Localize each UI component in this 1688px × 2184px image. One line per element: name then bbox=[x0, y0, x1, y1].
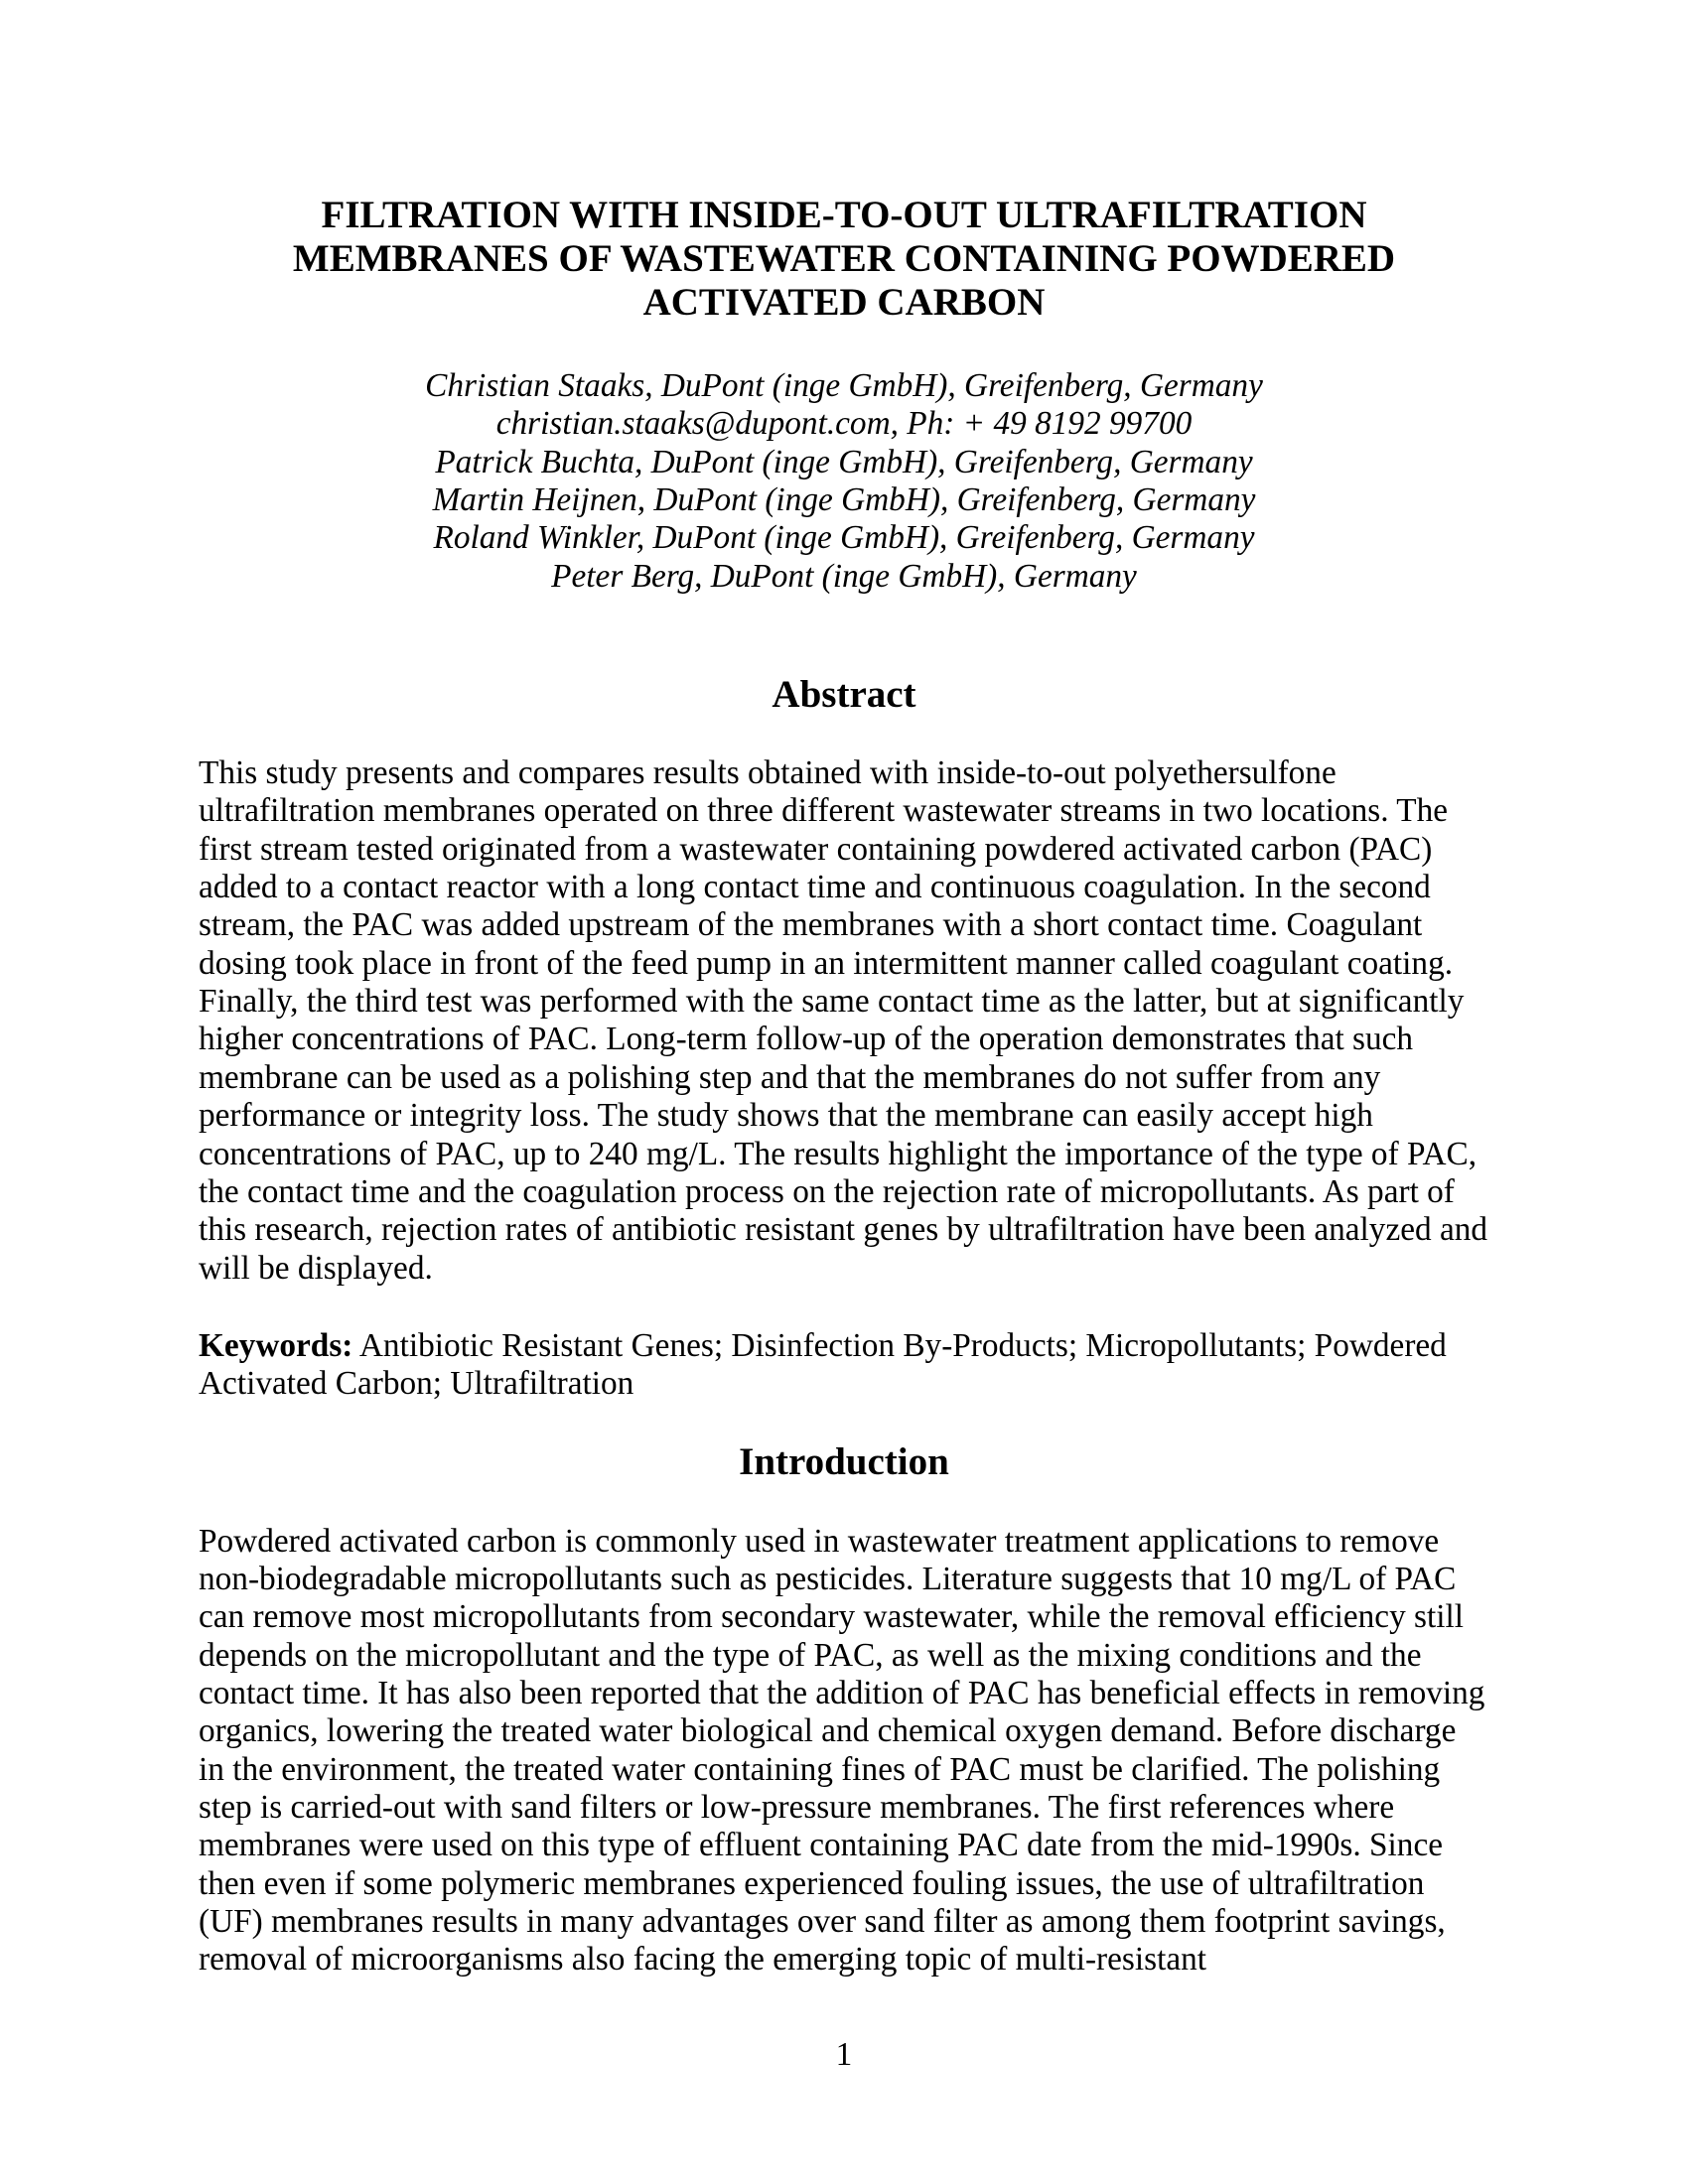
author-line-2: Patrick Buchta, DuPont (inge GmbH), Greifenberg, Germany bbox=[435, 443, 1253, 480]
author-block bbox=[199, 367, 1489, 596]
introduction-paragraph: Powdered activated carbon is commonly used in wastewater treatment applications to remove non-biodegradable micropollutants such as pesticides. Literature suggests that 10 mg/L of PAC can remove most micropollutants from secondary wastewater, while the removal efficiency still depends on the micropollutant and the type of PAC, as well as the mixing conditions and the contact time. It has also been reported that the addition of PAC has beneficial effects in removing organics, lowering the treated water biological and chemical oxygen demand. Before discharge in the environment, the treated water containing fines of PAC must be clarified. The polishing step is carried-out with sand filters or low-pressure membranes. The first references where membranes were used on this type of effluent containing PAC date from the mid-1990s. Since then even if some polymeric membranes experienced fouling issues, the use of ultrafiltration (UF) membranes results in many advantages over sand filter as among them footprint savings, removal of microorganisms also facing the emerging topic of multi-resistant bbox=[199, 1522, 1485, 1979]
abstract-paragraph: This study presents and compares results obtained with inside-to-out polyethersulfone ultrafiltration membranes operated on three different wastewater streams in two locations. The first stream tested originated from a wastewater containing powdered activated carbon (PAC) added to a contact reactor with a long contact time and continuous coagulation. In the second stream, the PAC was added upstream of the membranes with a short contact time. Coagulant dosing took place in front of the feed pump in an intermittent manner called coagulant coating. Finally, the third test was performed with the same contact time as the latter, but at significantly higher concentrations of PAC. Long-term follow-up of the operation demonstrates that such membrane can be used as a polishing step and that the membranes do not suffer from any performance or integrity loss. The study shows that the membrane can easily accept high concentrations of PAC, up to 240 mg/L. The results highlight the importance of the type of PAC, the contact time and the coagulation process on the rejection rate of micropollutants. As part of this research, rejection rates of antibiotic resistant genes by ultrafiltration have been analyzed and will be displayed. bbox=[199, 754, 1488, 1287]
page-number: 1 bbox=[835, 2035, 853, 2073]
introduction-heading: Introduction bbox=[739, 1439, 949, 1483]
paper-title bbox=[199, 0, 1489, 325]
abstract-heading: Abstract bbox=[772, 673, 916, 717]
title-line-2: MEMBRANES OF WASTEWATER CONTAINING POWDERED bbox=[292, 237, 1396, 280]
author-line-5: Peter Berg, DuPont (inge GmbH), Germany bbox=[551, 557, 1137, 595]
author-contact-line: christian.staaks@dupont.com, Ph: + 49 8192 99700 bbox=[495, 405, 1193, 443]
title-line-1: FILTRATION WITH INSIDE-TO-OUT ULTRAFILTRATION bbox=[321, 194, 1367, 236]
author-line-3: Martin Heijnen, DuPont (inge GmbH), Greifenberg, Germany bbox=[432, 481, 1256, 519]
keywords-label: Keywords: bbox=[199, 1326, 353, 1364]
author-line-1: Christian Staaks, DuPont (inge GmbH), Greifenberg, Germany bbox=[425, 367, 1263, 404]
keywords-line bbox=[199, 1327, 1489, 1404]
author-line-4: Roland Winkler, DuPont (inge GmbH), Greifenberg, Germany bbox=[433, 519, 1255, 557]
keywords-text: Antibiotic Resistant Genes; Disinfection By-Products; Micropollutants; Powdered Activated Carbon; Ultrafiltration bbox=[199, 1326, 1447, 1403]
title-line-3: ACTIVATED CARBON bbox=[642, 281, 1046, 324]
